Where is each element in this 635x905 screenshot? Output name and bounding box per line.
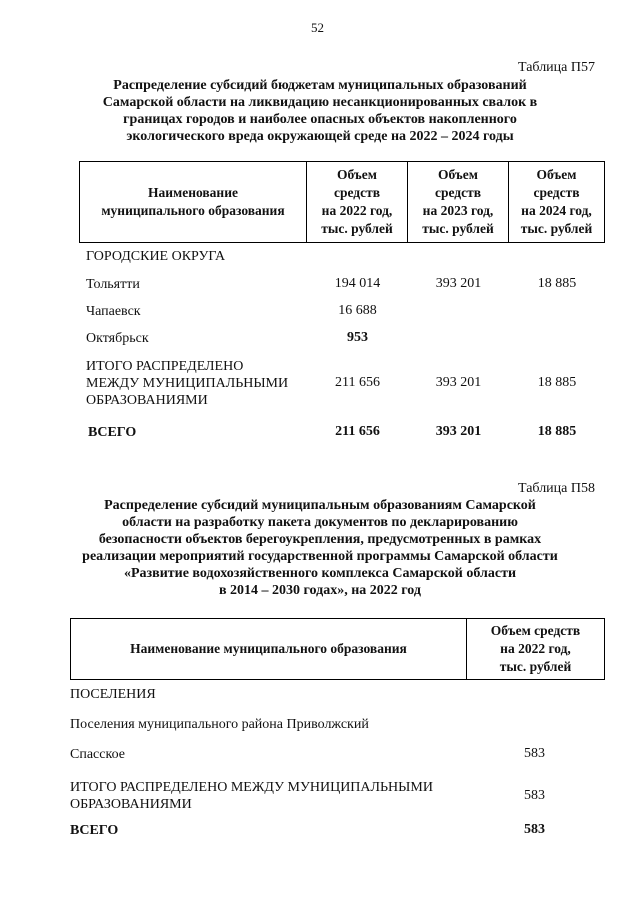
subtotal-2023: 393 201 xyxy=(435,375,482,390)
header-2024: Объем средств на 2024 год, тыс. рублей xyxy=(508,162,604,242)
table-header xyxy=(70,618,605,680)
table-header xyxy=(79,161,605,243)
header-2022: Объем средств на 2022 год, тыс. рублей xyxy=(306,162,407,242)
page-number: 52 xyxy=(311,20,324,35)
cell-2022: 194 014 xyxy=(334,276,381,291)
header-2022: Объем средств на 2022 год, тыс. рублей xyxy=(466,619,604,679)
cell-2022: 583 xyxy=(524,746,545,761)
header-name: Наименование муниципального образования xyxy=(101,185,285,218)
section-heading: ГОРОДСКИЕ ОКРУГА xyxy=(86,249,226,264)
table-title: Распределение субсидий муниципальным образованиям Самарской области на разработку пакета документов по декларированию безопасности объектов берегоукрепления, предусмотренных в рамках реализации мероприятий государственной программы Самарской области «Развитие водохозяйственного комплекса Самарской области в 2014 – 2030 годах», на 2022 год xyxy=(82,498,558,598)
table-label: Таблица П58 xyxy=(518,481,595,496)
subtotal-2022: 211 656 xyxy=(335,375,380,390)
total-label: ВСЕГО xyxy=(70,823,119,838)
cell-2022: 953 xyxy=(347,330,368,345)
subtotal-2022: 583 xyxy=(524,788,545,803)
header-name: Наименование муниципального образования xyxy=(130,641,407,656)
cell-2023: 393 201 xyxy=(435,276,482,291)
subtotal-label: ИТОГО РАСПРЕДЕЛЕНО МЕЖДУ МУНИЦИПАЛЬНЫМИ ОБРАЗОВАНИЯМИ xyxy=(70,780,433,812)
header-2023: Объем средств на 2023 год, тыс. рублей xyxy=(407,162,508,242)
cell-2024: 18 885 xyxy=(537,276,577,291)
table-label: Таблица П57 xyxy=(518,60,595,75)
row-name: Октябрьск xyxy=(86,331,149,346)
row-name: Спасское xyxy=(70,747,125,762)
subsection-heading: Поселения муниципального района Приволжский xyxy=(70,717,369,732)
table-title: Распределение субсидий бюджетам муниципальных образований Самарской области на ликвидацию несанкционированных свалок в границах городов и наиболее опасных объектов накопленного экологического вреда окружающей среде на 2022 – 2024 годы xyxy=(102,78,538,144)
row-name: Чапаевск xyxy=(86,304,141,319)
total-2023: 393 201 xyxy=(435,424,482,439)
total-label: ВСЕГО xyxy=(88,425,137,440)
total-2024: 18 885 xyxy=(537,424,577,439)
total-2022: 583 xyxy=(524,822,545,837)
subtotal-label: ИТОГО РАСПРЕДЕЛЕНО МЕЖДУ МУНИЦИПАЛЬНЫМИ ОБРАЗОВАНИЯМИ xyxy=(86,359,289,408)
row-name: Тольятти xyxy=(86,277,140,292)
section-heading: ПОСЕЛЕНИЯ xyxy=(70,687,156,702)
total-2022: 211 656 xyxy=(335,424,380,439)
cell-2022: 16 688 xyxy=(338,303,377,318)
subtotal-2024: 18 885 xyxy=(537,375,577,390)
